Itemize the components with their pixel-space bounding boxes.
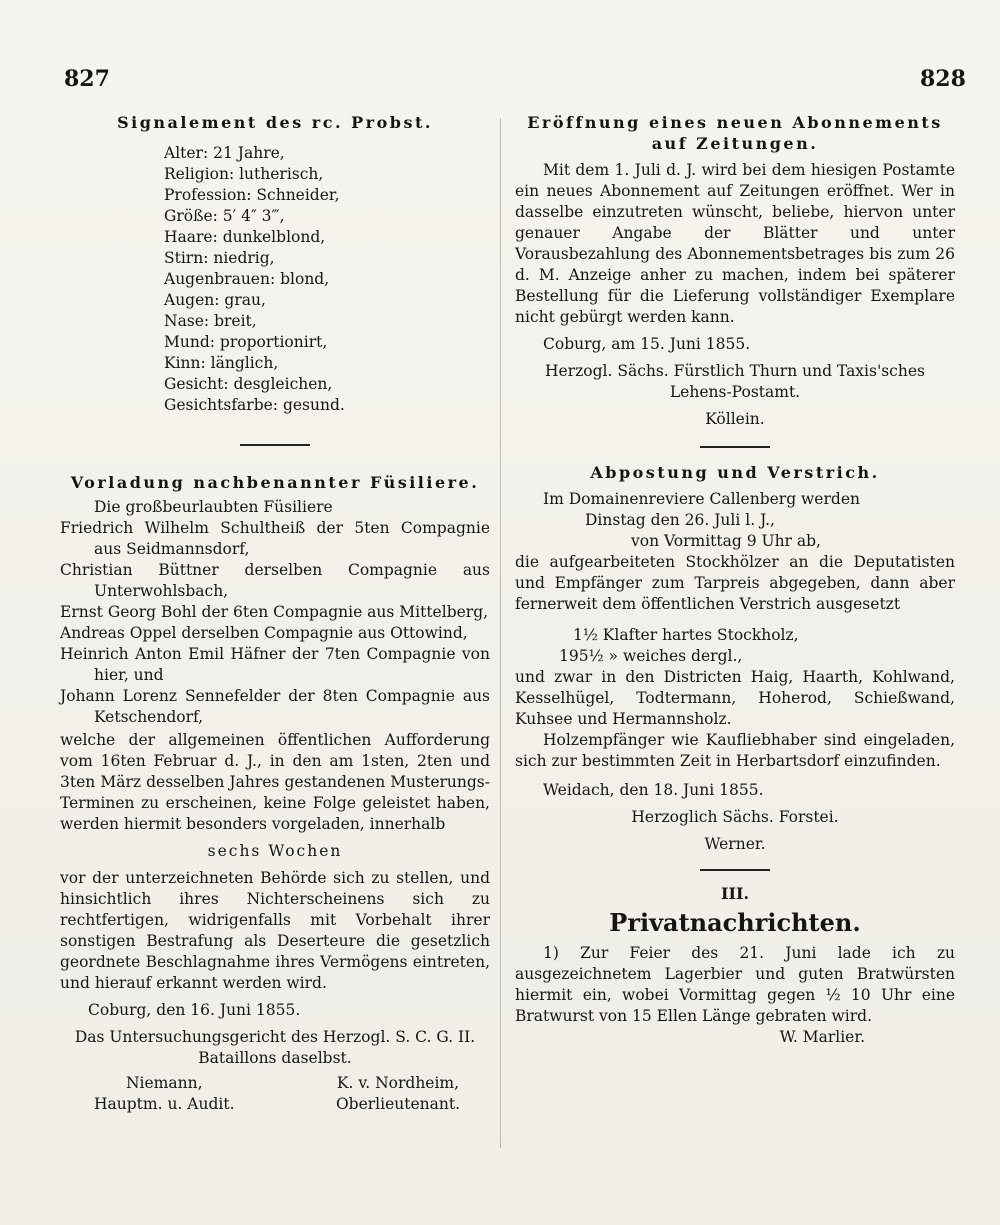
signalement-item: Nase: breit, (164, 312, 257, 330)
signalement-heading: Signalement des rc. Probst. (117, 113, 433, 132)
signalement-item: Stirn: niedrig, (164, 249, 275, 267)
signalement-item: Gesichtsfarbe: gesund. (164, 396, 345, 414)
vorladung-period: sechs Wochen (207, 842, 343, 860)
signer-2 (336, 1073, 460, 1115)
abonnement-body: Mit dem 1. Juli d. J. wird bei dem hiesigen Postamte ein neues Abonnement auf Zeitungen eröffnet. Wer in dasselbe einzutreten wünscht, beliebe, hiervon unter genauer Angabe der Blätter und unter Vorausbezahlung des Abonnementsbetrages bis zum 26 d. M. Anzeige anher zu machen, indem bei späterer Bestellung für die Lieferung vollständiger Exemplare nicht gebürgt werden kann. (515, 161, 955, 326)
abpostung-body: die aufgearbeiteten Stockhölzer an die Deputatisten und Empfänger zum Tarpreis abgegeben, dann aber fernerweit dem öffentlichen Verstrich ausgesetzt (515, 553, 955, 613)
vorladung-intro: Die großbeurlaubten Füsiliere (94, 498, 333, 516)
vorladung-section (60, 472, 490, 1115)
fusilier-entry: Friedrich Wilhelm Schultheiß der 5ten Compagnie aus Seidmannsdorf, (60, 519, 490, 558)
signers (60, 1073, 490, 1115)
abpostung-body-districts: und zwar in den Districten Haig, Haarth, Kohlwand, Kesselhügel, Todtermann, Hoherod, Schießwand, Kuhsee und Hermannsholz. (515, 668, 955, 728)
signalement-item: Kinn: länglich, (164, 354, 279, 372)
abonnement-heading-line2: auf Zeitungen. (651, 134, 819, 153)
signalement-item: Gesicht: desgleichen, (164, 375, 333, 393)
abpostung-authority: Herzoglich Sächs. Forstei. (631, 808, 839, 826)
fusilier-entry: Andreas Oppel derselben Compagnie aus Ottowind, (60, 624, 468, 642)
abpostung-item: 195½ » weiches dergl., (559, 647, 743, 665)
abpostung-heading: Abpostung und Verstrich. (590, 463, 880, 482)
signalement-section (60, 112, 490, 416)
section-title: Privatnachrichten. (609, 908, 861, 937)
signer-name: K. v. Nordheim, (336, 1074, 460, 1092)
signalement-item: Augen: grau, (164, 291, 266, 309)
abpostung-line: Im Domainenreviere Callenberg werden (543, 490, 860, 508)
abpostung-section (515, 462, 955, 855)
abpostung-date-line: Dinstag den 26. Juli l. J., (585, 511, 775, 529)
abpostung-signer: Werner. (704, 835, 766, 853)
signalement-item: Größe: 5′ 4″ 3‴, (164, 207, 285, 225)
privat-notice: 1) Zur Feier des 21. Juni lade ich zu ausgezeichnetem Lagerbier und guten Bratwürsten hiermit ein, wobei Vormittag gegen ½ 10 Uhr eine Bratwurst von 15 Ellen Länge gebraten wird. (515, 944, 955, 1025)
abonnement-section (515, 112, 955, 430)
abpostung-body-invite: Holzempfänger wie Kaufliebhaber sind eingeladen, sich zur bestimmten Zeit in Herbartsdorf einzufinden. (515, 731, 955, 770)
left-column (60, 112, 490, 1115)
privat-signer: W. Marlier. (779, 1028, 865, 1046)
abonnement-heading: Eröffnung eines neuen Abonnements (527, 113, 943, 132)
section-rule (240, 444, 310, 446)
vorladung-date: Coburg, den 16. Juni 1855. (88, 1001, 301, 1019)
column-divider (500, 118, 501, 1148)
vorladung-body: welche der allgemeinen öffentlichen Aufforderung vom 16ten Februar d. J., in den am 1sten, 2ten und 3ten März desselben Jahres gestandenen Musterungs-Terminen zu erscheinen, keine Folge geleistet haben, werden hiermit besonders vorgeladen, innerhalb (60, 731, 490, 833)
fusilier-entry: Heinrich Anton Emil Häfner der 7ten Compagnie von hier, und (60, 645, 490, 684)
signer-name: Niemann, (125, 1074, 203, 1092)
vorladung-body-continued: vor der unterzeichneten Behörde sich zu stellen, und hinsichtlich ihres Nichterscheinens sich zu rechtfertigen, widrigenfalls mit Vorbehalt ihrer sonstigen Bestrafung als Deserteure die gesetzlich geordnete Beschlagnahme ihres Vermögens eintreten, und hierauf erkannt werden wird. (60, 869, 490, 992)
signalement-list (164, 143, 490, 416)
signer-1 (94, 1073, 235, 1115)
section-rule (700, 869, 770, 871)
abonnement-date: Coburg, am 15. Juni 1855. (543, 335, 751, 353)
signer-title: Oberlieutenant. (335, 1095, 460, 1113)
section-rule (700, 446, 770, 448)
abpostung-date: Weidach, den 18. Juni 1855. (543, 781, 764, 799)
signalement-item: Haare: dunkelblond, (164, 228, 326, 246)
right-column (515, 112, 955, 1048)
fusilier-entry: Ernst Georg Bohl der 6ten Compagnie aus Mittelberg, (60, 603, 489, 621)
privatnachrichten-section (515, 883, 955, 1048)
vorladung-heading: Vorladung nachbenannter Füsiliere. (70, 473, 480, 492)
abpostung-time-line: von Vormittag 9 Uhr ab, (631, 532, 821, 550)
signalement-item: Alter: 21 Jahre, (164, 144, 285, 162)
signalement-item: Profession: Schneider, (164, 186, 340, 204)
signalement-item: Religion: lutherisch, (164, 165, 324, 183)
signer-title: Hauptm. u. Audit. (94, 1095, 235, 1113)
page-number-left: 827 (64, 66, 110, 92)
abonnement-signer: Köllein. (705, 410, 765, 428)
abonnement-authority: Herzogl. Sächs. Fürstlich Thurn und Taxis'sches Lehens-Postamt. (545, 362, 925, 401)
fusilier-entry: Johann Lorenz Sennefelder der 8ten Compagnie aus Ketschendorf, (60, 687, 490, 726)
page-number-right: 828 (920, 66, 966, 92)
abpostung-item: 1½ Klafter hartes Stockholz, (573, 626, 799, 644)
fusilier-entry: Christian Büttner derselben Compagnie aus Unterwohlsbach, (60, 561, 490, 600)
signalement-item: Mund: proportionirt, (164, 333, 328, 351)
vorladung-authority: Das Untersuchungsgericht des Herzogl. S. C. G. II. Bataillons daselbst. (74, 1028, 476, 1067)
signalement-item: Augenbrauen: blond, (164, 270, 330, 288)
section-number: III. (720, 884, 750, 903)
